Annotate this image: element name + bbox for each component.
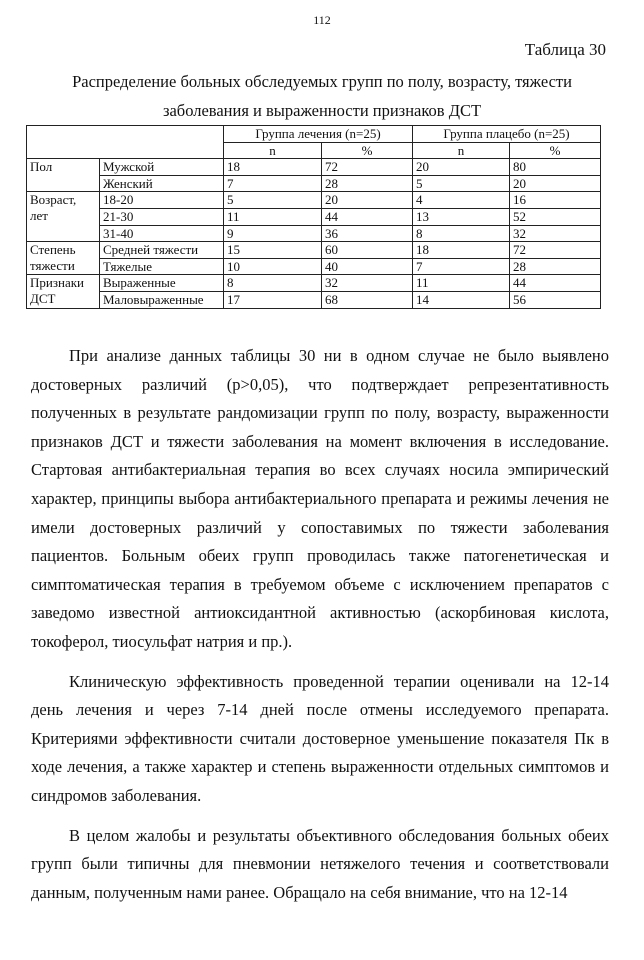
- group1-n-cell: 9: [224, 225, 322, 242]
- group1-pct-cell: 44: [322, 208, 413, 225]
- group1-pct-cell: 72: [322, 159, 413, 176]
- group2-pct-cell: 56: [510, 291, 601, 308]
- category-cell: лет: [27, 208, 100, 225]
- group2-n-cell: 20: [413, 159, 510, 176]
- body-text: [31, 342, 609, 907]
- group1-pct-cell: 68: [322, 291, 413, 308]
- group2-pct-cell: 32: [510, 225, 601, 242]
- group2-n-cell: 5: [413, 175, 510, 192]
- header-empty-cell: [27, 126, 224, 159]
- subgroup-cell: Выраженные: [100, 275, 224, 292]
- group2-pct-cell: 72: [510, 242, 601, 259]
- category-cell: Степень: [27, 242, 100, 259]
- category-cell: [27, 225, 100, 242]
- category-cell: Признаки: [27, 275, 100, 292]
- group2-pct-cell: 44: [510, 275, 601, 292]
- subgroup-cell: Тяжелые: [100, 258, 224, 275]
- subgroup-cell: 18-20: [100, 192, 224, 209]
- group2-n-cell: 13: [413, 208, 510, 225]
- table-caption: [30, 67, 614, 125]
- subgroup-cell: Женский: [100, 175, 224, 192]
- table-row: [27, 291, 601, 308]
- table-row: [27, 242, 601, 259]
- group2-pct-cell: 28: [510, 258, 601, 275]
- group1-pct-cell: 28: [322, 175, 413, 192]
- group2-header: Группа плацебо (n=25): [413, 126, 601, 143]
- category-cell: [27, 175, 100, 192]
- group2-n-cell: 4: [413, 192, 510, 209]
- table-header-row: [27, 126, 601, 143]
- group1-n-cell: 11: [224, 208, 322, 225]
- table-label: Таблица 30: [524, 40, 606, 59]
- col-header-pct: %: [510, 142, 601, 159]
- group2-n-cell: 7: [413, 258, 510, 275]
- subgroup-cell: 21-30: [100, 208, 224, 225]
- group2-n-cell: 8: [413, 225, 510, 242]
- group2-n-cell: 14: [413, 291, 510, 308]
- col-header-n: n: [413, 142, 510, 159]
- group1-n-cell: 15: [224, 242, 322, 259]
- category-cell: ДСТ: [27, 291, 100, 308]
- group1-pct-cell: 40: [322, 258, 413, 275]
- category-cell: Возраст,: [27, 192, 100, 209]
- table-row: [27, 192, 601, 209]
- caption-line-2: заболевания и выраженности признаков ДСТ: [162, 101, 482, 120]
- group1-n-cell: 17: [224, 291, 322, 308]
- paragraph: Клиническую эффективность проведенной терапии оценивали на 12-14 день лечения и через 7-14 дней после отмены исследуемого препарата. Критериями эффективности считали достоверное уменьшение показателя Пк в ходе лечения, а также характер и степень выраженности отдельных симптомов и синдромов заболевания.: [31, 671, 609, 805]
- group1-pct-cell: 32: [322, 275, 413, 292]
- subgroup-cell: 31-40: [100, 225, 224, 242]
- group1-n-cell: 8: [224, 275, 322, 292]
- group1-pct-cell: 36: [322, 225, 413, 242]
- subgroup-cell: Маловыраженные: [100, 291, 224, 308]
- group2-pct-cell: 16: [510, 192, 601, 209]
- table-row: [27, 258, 601, 275]
- group1-pct-cell: 60: [322, 242, 413, 259]
- category-cell: тяжести: [27, 258, 100, 275]
- group2-pct-cell: 80: [510, 159, 601, 176]
- table-row: [27, 208, 601, 225]
- category-cell: Пол: [27, 159, 100, 176]
- table-row: [27, 159, 601, 176]
- group2-pct-cell: 52: [510, 208, 601, 225]
- distribution-table: [26, 125, 601, 309]
- group2-n-cell: 11: [413, 275, 510, 292]
- page-number: 112: [313, 13, 331, 27]
- table-row: [27, 275, 601, 292]
- subgroup-cell: Средней тяжести: [100, 242, 224, 259]
- group1-header: Группа лечения (n=25): [224, 126, 413, 143]
- col-header-n: n: [224, 142, 322, 159]
- subgroup-cell: Мужской: [100, 159, 224, 176]
- caption-line-1: Распределение больных обследуемых групп по полу, возрасту, тяжести: [72, 72, 572, 91]
- table-row: [27, 225, 601, 242]
- group1-n-cell: 5: [224, 192, 322, 209]
- group1-n-cell: 7: [224, 175, 322, 192]
- table-row: [27, 175, 601, 192]
- paragraph: При анализе данных таблицы 30 ни в одном случае не было выявлено достоверных различий (р>0,05), что подтверждает репрезентативность полученных в результате рандомизации групп по полу, возрасту, выраженности признаков ДСТ и тяжести заболевания на момент включения в исследование. Стартовая антибактериальная терапия во всех случаях носила эмпирический характер, принципы выбора антибактериального препарата и режимы лечения не имели достоверных различий у сопоставимых по тяжести заболевания пациентов. Больным обеих групп проводилась также патогенетическая и симптоматическая терапия в требуемом объеме с исключением препаратов с заведомо известной антиоксидантной активностью (аскорбиновая кислота, токоферол, тиосульфат натрия и пр.).: [31, 346, 609, 651]
- col-header-pct: %: [322, 142, 413, 159]
- paragraph: В целом жалобы и результаты объективного обследования больных обеих групп были типичны для пневмонии нетяжелого течения и соответствовали данным, полученным нами ранее. Обращало на себя внимание, что на 12-14: [31, 825, 609, 902]
- group2-pct-cell: 20: [510, 175, 601, 192]
- group2-n-cell: 18: [413, 242, 510, 259]
- group1-pct-cell: 20: [322, 192, 413, 209]
- group1-n-cell: 10: [224, 258, 322, 275]
- group1-n-cell: 18: [224, 159, 322, 176]
